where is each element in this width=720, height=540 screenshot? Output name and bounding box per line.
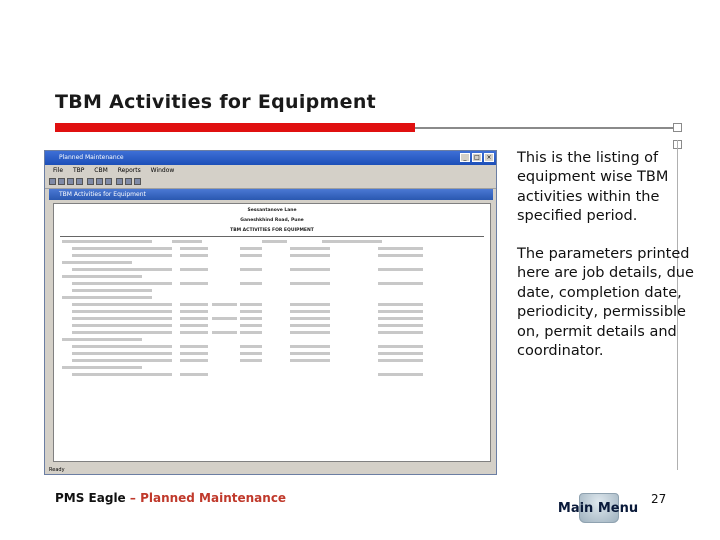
window-title: Planned Maintenance (59, 154, 124, 161)
footer-app-name: PMS Eagle (55, 491, 126, 505)
menu-window[interactable]: Window (150, 167, 175, 174)
report-row (62, 309, 482, 314)
report-row (62, 351, 482, 356)
report-row (62, 253, 482, 258)
main-menu-label: Main Menu (557, 501, 639, 516)
app-screenshot (44, 150, 497, 475)
report-preview (53, 203, 491, 462)
title-underline-red (55, 123, 415, 132)
main-menu-button[interactable] (557, 493, 647, 525)
toolbar-icon[interactable] (116, 178, 123, 185)
footer-subtitle: Planned Maintenance (140, 491, 287, 505)
report-row (62, 246, 482, 251)
minimize-icon[interactable]: _ (460, 153, 470, 162)
title-underline-grey (415, 127, 673, 129)
toolbar-icon[interactable] (96, 178, 103, 185)
report-row (62, 365, 482, 370)
report-row (62, 274, 482, 279)
page-number: 27 (651, 492, 667, 506)
toolbar-icon[interactable] (105, 178, 112, 185)
footer-separator: – (125, 491, 141, 505)
report-row (62, 323, 482, 328)
report-row (62, 344, 482, 349)
status-text: Ready (49, 467, 65, 473)
description-paragraph-1: This is the listing of equipment wise TBM activities within the specified period. (517, 150, 669, 225)
footer-label (55, 491, 286, 505)
toolbar-icon[interactable] (125, 178, 132, 185)
description-paragraph-2: The parameters printed here are job details, due date, completion date, periodicity, permissible on, permit details and coordinator. (517, 246, 694, 360)
report-row (62, 358, 482, 363)
toolbar-icon[interactable] (76, 178, 83, 185)
report-header-line: TBM ACTIVITIES FOR EQUIPMENT (230, 228, 314, 233)
window-title-bar (45, 151, 496, 165)
maximize-icon[interactable]: □ (472, 153, 482, 162)
menu-cbm[interactable]: CBM (94, 167, 108, 174)
corner-square (673, 123, 682, 132)
close-icon[interactable]: × (484, 153, 494, 162)
toolbar-icon[interactable] (67, 178, 74, 185)
toolbar-icon[interactable] (134, 178, 141, 185)
report-row (62, 295, 482, 300)
menu-tbp[interactable]: TBP (72, 167, 85, 174)
report-window-title-text: TBM Activities for Equipment (59, 191, 146, 198)
report-row (62, 316, 482, 321)
report-header-line: Ganeshkhind Road, Pune (240, 218, 304, 223)
report-row (62, 337, 482, 342)
menu-bar (45, 165, 496, 176)
report-header-line: Sessantanove Lane (247, 208, 297, 213)
menu-reports[interactable]: Reports (117, 167, 141, 174)
report-row (62, 239, 482, 244)
report-window-title (49, 189, 493, 200)
toolbar-icon[interactable] (58, 178, 65, 185)
report-row (62, 281, 482, 286)
report-row (62, 288, 482, 293)
status-bar (45, 466, 496, 474)
report-row (62, 330, 482, 335)
slide-title: TBM Activities for Equipment (55, 91, 377, 113)
report-row (62, 302, 482, 307)
report-row (62, 260, 482, 265)
report-rule (60, 236, 484, 237)
report-row (62, 267, 482, 272)
menu-file[interactable]: File (53, 167, 64, 174)
toolbar-icon[interactable] (49, 178, 56, 185)
report-row (62, 372, 482, 377)
toolbar-icon[interactable] (87, 178, 94, 185)
toolbar (45, 176, 496, 189)
